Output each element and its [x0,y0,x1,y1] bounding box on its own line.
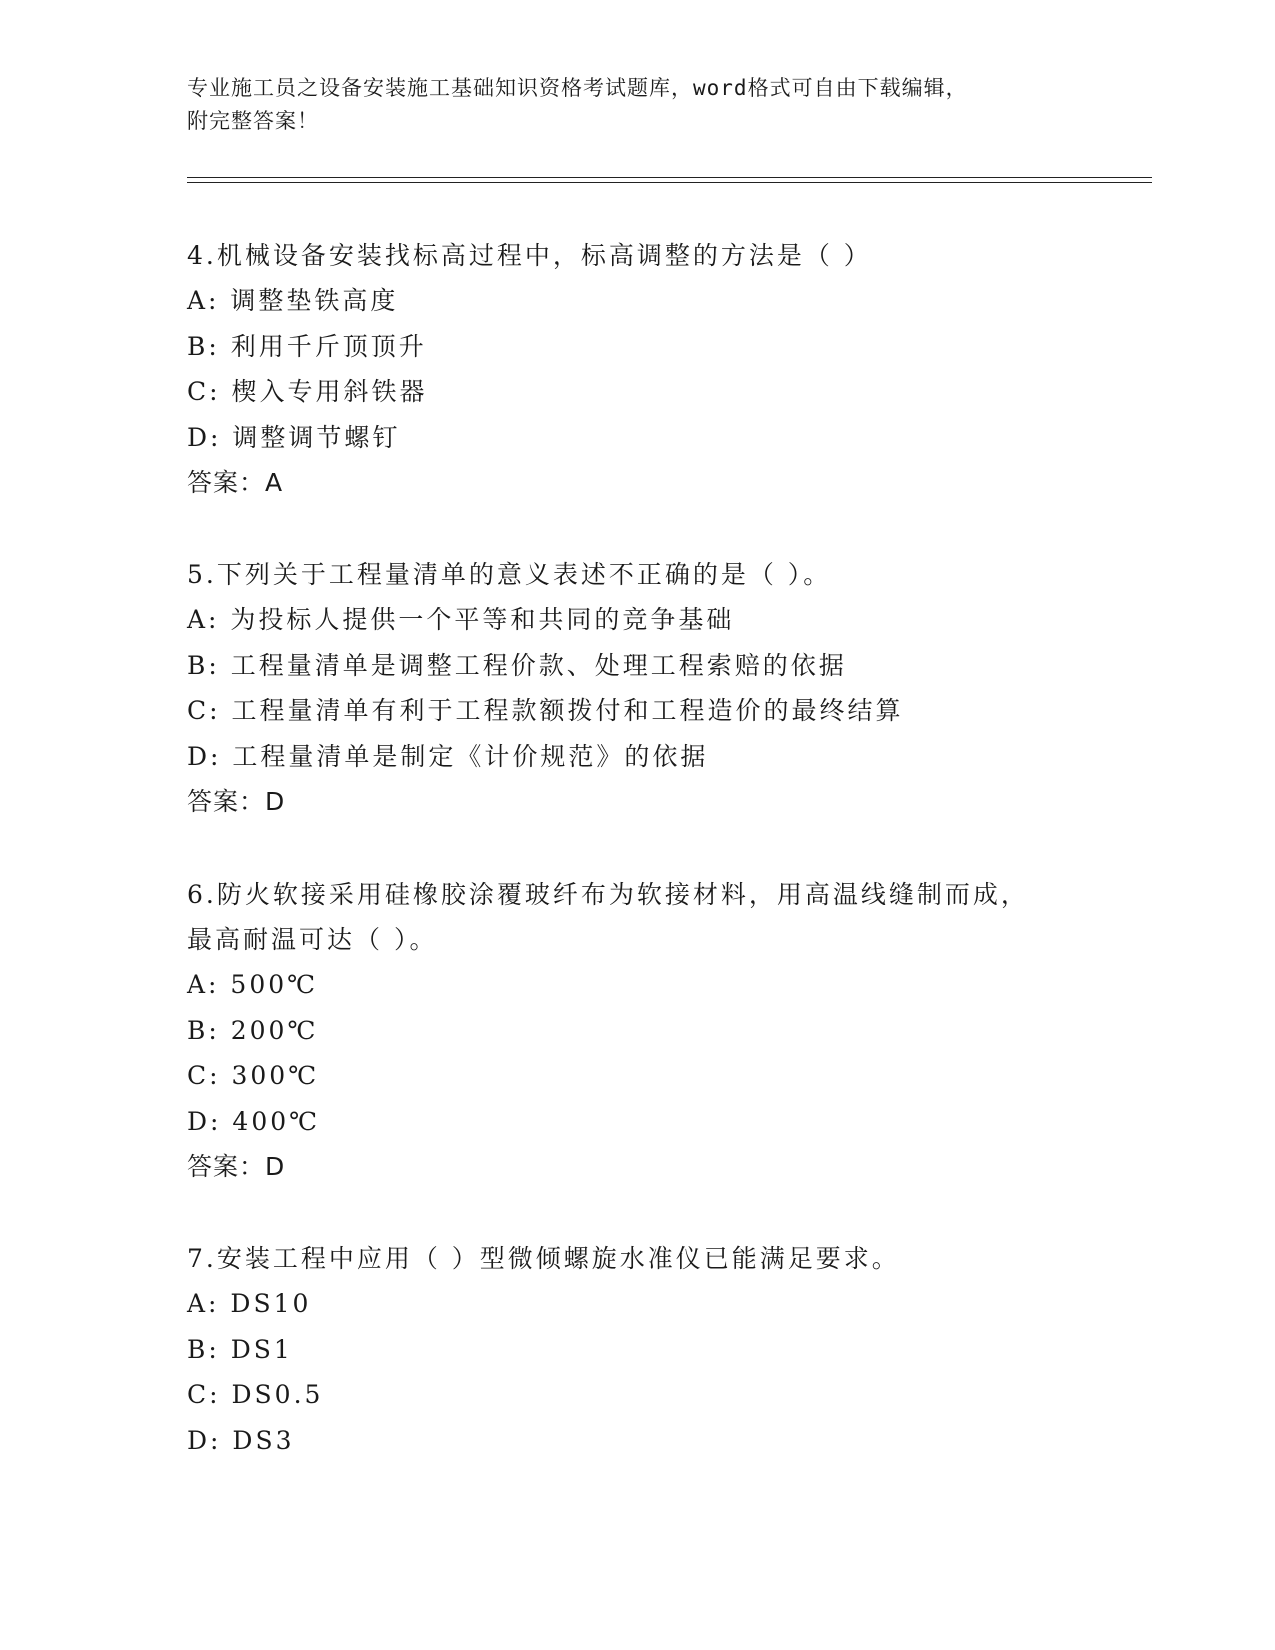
question-stem: 7.安装工程中应用（ ）型微倾螺旋水准仪已能满足要求。 [187,1244,900,1273]
option-b: B: 利用千斤顶顶升 [187,331,427,361]
question-4 [187,233,1087,505]
answer: 答案：D [187,787,286,816]
option-a: A: DS10 [187,1289,312,1318]
option-c: C: DS0.5 [187,1380,324,1409]
question-stem: 6.防火软接采用硅橡胶涂覆玻纤布为软接材料，用高温线缝制而成， 最高耐温可达（ ）。 [187,880,1029,954]
option-b: B: DS1 [187,1334,293,1364]
option-b: B: 工程量清单是调整工程价款、处理工程索赔的依据 [187,650,847,680]
question-5 [187,552,1087,824]
option-a: A: 500℃ [187,970,319,999]
option-d: D: DS3 [187,1425,295,1455]
option-d: D: 调整调节螺钉 [187,422,401,452]
question-stem: 5.下列关于工程量清单的意义表述不正确的是（ ）。 [187,560,832,589]
header-divider-top [187,177,1152,178]
question-stem: 4.机械设备安装找标高过程中，标高调整的方法是（ ） [187,241,872,270]
header-divider-bottom [187,182,1152,183]
header-line-1: 专业施工员之设备安装施工基础知识资格考试题库，word格式可自由下载编辑， [187,76,968,100]
option-c: C: 300℃ [187,1061,320,1090]
option-c: C: 楔入专用斜铁器 [187,377,428,406]
question-6 [187,872,1087,1189]
option-c: C: 工程量清单有利于工程款额拨付和工程造价的最终结算 [187,696,904,725]
option-b: B: 200℃ [187,1015,319,1045]
document-header [187,72,1087,138]
option-d: D: 工程量清单是制定《计价规范》的依据 [187,741,709,771]
answer: 答案：A [187,468,284,497]
option-a: A: 为投标人提供一个平等和共同的竞争基础 [187,605,735,634]
answer: 答案：D [187,1152,286,1181]
question-7 [187,1236,1087,1463]
header-line-2: 附完整答案！ [187,109,319,133]
option-d: D: 400℃ [187,1106,321,1136]
option-a: A: 调整垫铁高度 [187,286,399,315]
